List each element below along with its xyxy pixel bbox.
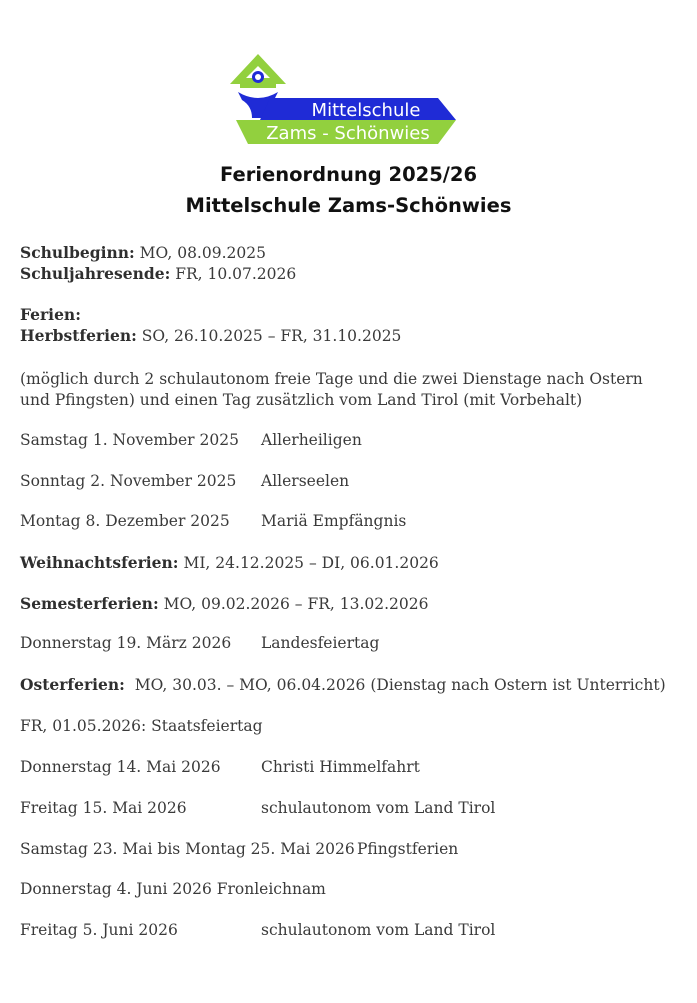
- last-date: Freitag 5. Juni 2026: [20, 921, 178, 939]
- day-desc: Allerheiligen: [261, 431, 362, 449]
- semester-value: MO, 09.02.2026 – FR, 13.02.2026: [158, 595, 429, 613]
- day-date: Donnerstag 14. Mai 2026: [20, 758, 221, 776]
- school-end-value: FR, 10.07.2026: [170, 265, 297, 283]
- herbst-note: (möglich durch 2 schulautonom freie Tage und die zwei Dienstage nach Ostern und Pfingsten) und einen Tag zusätzlich vom Land Tirol (mit Vorbehalt): [20, 370, 643, 409]
- pfingsten-desc: Pfingstferien: [357, 840, 459, 858]
- page-title: Ferienordnung 2025/26: [219, 163, 478, 186]
- semester-line: [20, 594, 429, 613]
- ostern-line: [20, 675, 666, 694]
- day-desc: schulautonom vom Land Tirol: [261, 799, 496, 817]
- semester-label: Semesterferien:: [20, 594, 159, 613]
- day-date: Freitag 15. Mai 2026: [20, 799, 187, 817]
- school-end-line: [20, 264, 296, 283]
- day-desc: Allerseelen: [261, 472, 350, 490]
- school-start-line: [20, 243, 266, 262]
- day-desc: Mariä Empfängnis: [261, 512, 407, 530]
- weihnacht-value: MI, 24.12.2025 – DI, 06.01.2026: [178, 554, 439, 572]
- school-start-value: MO, 08.09.2025: [134, 244, 266, 262]
- pfingsten-date: Samstag 23. Mai bis Montag 25. Mai 2026: [20, 840, 355, 858]
- school-start-label: Schulbeginn:: [20, 243, 135, 262]
- day-date: Montag 8. Dezember 2025: [20, 512, 230, 530]
- landesfeiertag-desc: Landesfeiertag: [261, 634, 380, 652]
- day-desc: Christi Himmelfahrt: [261, 758, 420, 776]
- ostern-value: MO, 30.03. – MO, 06.04.2026 (Dienstag nach Ostern ist Unterricht): [124, 676, 666, 694]
- weihnacht-label: Weihnachtsferien:: [20, 553, 179, 572]
- last-desc: schulautonom vom Land Tirol: [261, 921, 496, 939]
- ostern-label: Osterferien:: [20, 675, 125, 694]
- herbst-label: Herbstferien:: [20, 326, 137, 345]
- school-end-label: Schuljahresende:: [20, 264, 171, 283]
- page-subtitle: Mittelschule Zams-Schönwies: [185, 194, 512, 217]
- ferien-label: Ferien:: [20, 305, 81, 324]
- landesfeiertag-date: Donnerstag 19. März 2026: [20, 634, 232, 652]
- logo-line2: Zams - Schönwies: [266, 123, 430, 144]
- weihnacht-line: [20, 553, 439, 572]
- school-logo: [230, 52, 462, 146]
- herbst-line: [20, 326, 401, 345]
- day-date: Sonntag 2. November 2025: [20, 472, 237, 490]
- herbst-value: SO, 26.10.2025 – FR, 31.10.2025: [136, 327, 402, 345]
- logo-line1: Mittelschule: [311, 100, 421, 121]
- day-date: Samstag 1. November 2025: [20, 431, 239, 449]
- fronleichnam-line: Donnerstag 4. Juni 2026 Fronleichnam: [20, 880, 326, 898]
- staatsfeiertag-line: FR, 01.05.2026: Staatsfeiertag: [20, 717, 263, 735]
- ferien-heading: [20, 305, 81, 324]
